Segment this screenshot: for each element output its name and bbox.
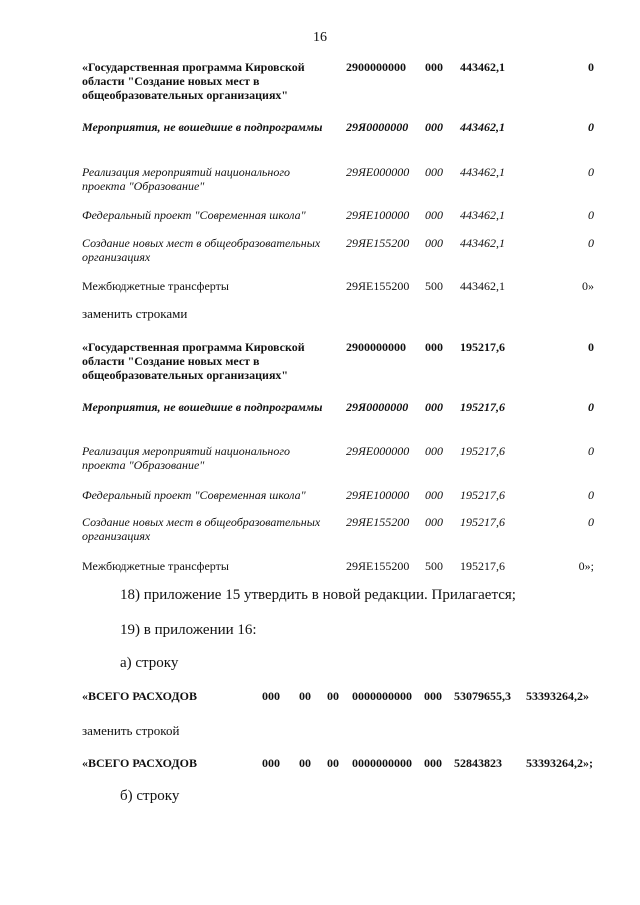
row-name: «Государственная программа Кировской области "Создание новых мест в общеобразовательных организациях" xyxy=(82,60,305,102)
row-name: Мероприятия, не вошедшие в подпрограммы xyxy=(82,400,323,414)
total-col-2: 00 xyxy=(299,689,311,703)
row-sum: 195217,6 xyxy=(460,515,505,529)
row-name: Мероприятия, не вошедшие в подпрограммы xyxy=(82,120,323,134)
total-label: «ВСЕГО РАСХОДОВ xyxy=(82,689,197,703)
row-code: 29ЯЕ155200 xyxy=(346,279,410,293)
total-value-1: 53079655,3 xyxy=(454,689,511,703)
row-name: Создание новых мест в общеобразовательных организациях xyxy=(82,515,321,543)
row-value: 0 xyxy=(588,340,594,354)
row-vr: 000 xyxy=(425,60,443,74)
row-value: 0 xyxy=(588,165,594,179)
row-sum: 195217,6 xyxy=(460,488,505,502)
row-sum: 443462,1 xyxy=(460,279,505,293)
row-sum: 443462,1 xyxy=(460,208,505,222)
total-col-1: 000 xyxy=(262,756,280,770)
row-vr: 000 xyxy=(425,120,443,134)
total-vr: 000 xyxy=(424,689,442,703)
row-code: 2900000000 xyxy=(346,60,406,74)
row-sum: 195217,6 xyxy=(460,400,505,414)
row-vr: 000 xyxy=(425,208,443,222)
row-code: 29ЯЕ000000 xyxy=(346,444,410,458)
row-vr: 000 xyxy=(425,165,443,179)
row-sum: 195217,6 xyxy=(460,444,505,458)
row-sum: 443462,1 xyxy=(460,60,505,74)
row-value: 0 xyxy=(588,208,594,222)
row-value: 0» xyxy=(582,279,594,293)
row-code: 29ЯЕ100000 xyxy=(346,208,410,222)
row-name: Федеральный проект "Современная школа" xyxy=(82,208,306,222)
total-value-2: 53393264,2»; xyxy=(526,756,593,770)
total-col-3: 00 xyxy=(327,756,339,770)
row-sum: 443462,1 xyxy=(460,165,505,179)
total-label: «ВСЕГО РАСХОДОВ xyxy=(82,756,197,770)
page-number: 16 xyxy=(313,30,327,45)
paragraph-19: 19) в приложении 16: xyxy=(120,622,257,638)
row-name: Межбюджетные трансферты xyxy=(82,559,229,573)
row-sum: 443462,1 xyxy=(460,120,505,134)
row-name: Федеральный проект "Современная школа" xyxy=(82,488,306,502)
row-vr: 000 xyxy=(425,236,443,250)
total-col-3: 00 xyxy=(327,689,339,703)
row-vr: 500 xyxy=(425,279,443,293)
row-vr: 000 xyxy=(425,340,443,354)
row-code: 29ЯЕ000000 xyxy=(346,165,410,179)
total-value-1: 52843823 xyxy=(454,756,502,770)
paragraph-18: 18) приложение 15 утвердить в новой редакции. Прилагается; xyxy=(120,587,516,603)
row-value: 0 xyxy=(588,515,594,529)
total-code: 0000000000 xyxy=(352,756,412,770)
row-code: 29Я0000000 xyxy=(346,400,409,414)
row-value: 0 xyxy=(588,236,594,250)
row-name: Реализация мероприятий национального проекта "Образование" xyxy=(82,444,291,472)
row-value: 0 xyxy=(588,488,594,502)
row-name: Создание новых мест в общеобразовательных организациях xyxy=(82,236,321,264)
replace-row-label: заменить строкой xyxy=(82,723,180,738)
row-value: 0 xyxy=(588,400,594,414)
row-sum: 195217,6 xyxy=(460,340,505,354)
row-vr: 000 xyxy=(425,515,443,529)
row-value: 0»; xyxy=(578,559,594,573)
row-name: Межбюджетные трансферты xyxy=(82,279,229,293)
total-value-2: 53393264,2» xyxy=(526,689,589,703)
row-code: 29ЯЕ155200 xyxy=(346,236,410,250)
row-vr: 000 xyxy=(425,488,443,502)
row-code: 29ЯЕ155200 xyxy=(346,515,410,529)
total-col-1: 000 xyxy=(262,689,280,703)
row-value: 0 xyxy=(588,444,594,458)
total-code: 0000000000 xyxy=(352,689,412,703)
paragraph-a: а) строку xyxy=(120,655,179,671)
row-value: 0 xyxy=(588,60,594,74)
paragraph-b: б) строку xyxy=(120,788,180,804)
row-sum: 443462,1 xyxy=(460,236,505,250)
total-vr: 000 xyxy=(424,756,442,770)
row-vr: 000 xyxy=(425,444,443,458)
row-code: 29Я0000000 xyxy=(346,120,409,134)
row-vr: 000 xyxy=(425,400,443,414)
row-sum: 195217,6 xyxy=(460,559,505,573)
replace-rows-label: заменить строками xyxy=(82,306,188,321)
row-name: Реализация мероприятий национального проекта "Образование" xyxy=(82,165,291,193)
total-col-2: 00 xyxy=(299,756,311,770)
row-code: 2900000000 xyxy=(346,340,406,354)
row-code: 29ЯЕ155200 xyxy=(346,559,410,573)
row-code: 29ЯЕ100000 xyxy=(346,488,410,502)
row-value: 0 xyxy=(588,120,594,134)
row-vr: 500 xyxy=(425,559,443,573)
row-name: «Государственная программа Кировской области "Создание новых мест в общеобразовательных организациях" xyxy=(82,340,305,382)
